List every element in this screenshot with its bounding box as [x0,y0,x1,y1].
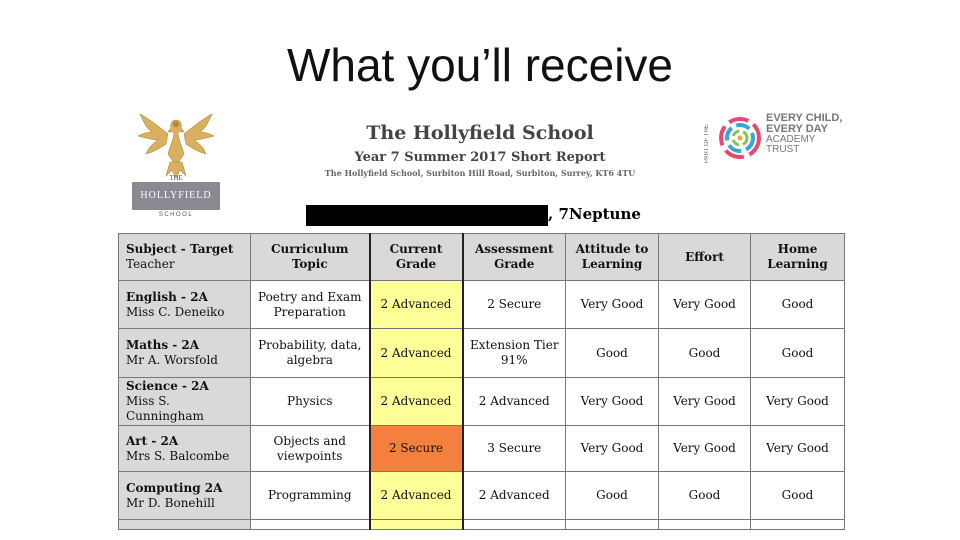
topic-cell: Objects and viewpoints [251,426,370,472]
home-learning-cell: Good [751,472,845,520]
trust-logo [704,110,854,170]
subject-cell [119,281,251,329]
header-assessment-grade: Assessment Grade [463,234,566,281]
attitude-cell [566,520,659,530]
trust-line1: EVERY CHILD, [766,112,843,124]
current-grade-cell: 2 Advanced [370,329,463,378]
subject-cell [119,472,251,520]
effort-cell: Very Good [659,378,751,426]
home-learning-cell: Very Good [751,426,845,472]
trust-line4: TRUST [766,144,800,155]
current-grade-cell-highlighted: 2 Secure [370,426,463,472]
attitude-cell: Very Good [566,378,659,426]
attitude-cell: Very Good [566,281,659,329]
assessment-grade-cell: Extension Tier 91% [463,329,566,378]
assessment-grade-cell: 2 Secure [463,281,566,329]
assessment-grade-cell [463,520,566,530]
subject-name: Maths - 2A [126,338,200,352]
trust-text [766,113,842,155]
header-home-learning: Home Learning [751,234,845,281]
header-current-grade: Current Grade [370,234,463,281]
header-subject [119,234,251,281]
subject-cell [119,378,251,426]
assessment-grade-cell: 2 Advanced [463,378,566,426]
trust-line2: EVERY DAY [766,123,828,135]
teacher-name: Miss S. Cunningham [126,394,204,423]
subject-cell [119,329,251,378]
crest-the-label: THE [169,174,183,182]
trust-part-of-label: PART OF THE [704,124,710,164]
slide-title: What you’ll receive [286,39,674,91]
header-attitude: Attitude to Learning [566,234,659,281]
current-grade-cell: 2 Advanced [370,472,463,520]
header-teacher-label: Teacher [126,257,175,271]
table-row [119,378,845,426]
table-row [119,281,845,329]
subject-name: Art - 2A [126,433,179,448]
subject-name: English - 2A [126,289,208,304]
home-learning-cell: Good [751,281,845,329]
header-subject-label: Subject - Target [126,242,234,256]
redacted-student-name [306,205,548,226]
crest-name: HOLLYFIELD [140,190,212,201]
topic-cell: Poetry and Exam Preparation [251,281,370,329]
home-learning-cell: Good [751,329,845,378]
subject-name: Science - 2A [126,379,209,393]
topic-cell [251,520,370,530]
effort-cell: Very Good [659,426,751,472]
phoenix-icon [130,110,222,180]
header-effort: Effort [659,234,751,281]
crest-banner [132,182,220,210]
topic-cell: Programming [251,472,370,520]
current-grade-cell: 2 Advanced [370,378,463,426]
student-class: , 7Neptune [548,205,641,223]
crest-school-label: SCHOOL [158,212,194,218]
teacher-name: Mrs S. Balcombe [126,448,230,463]
swirl-icon [718,116,762,160]
attitude-cell: Very Good [566,426,659,472]
table-row [119,426,845,472]
teacher-name: Mr A. Worsfold [126,353,218,367]
trust-line3: ACADEMY [766,134,816,145]
current-grade-cell: 2 Advanced [370,281,463,329]
topic-cell: Probability, data, algebra [251,329,370,378]
subject-name: Computing 2A [126,480,223,495]
effort-cell: Good [659,472,751,520]
topic-cell: Physics [251,378,370,426]
effort-cell [659,520,751,530]
attitude-cell: Good [566,329,659,378]
teacher-name: Miss C. Deneiko [126,304,225,319]
effort-cell: Very Good [659,281,751,329]
subject-cell [119,520,251,530]
effort-cell: Good [659,329,751,378]
school-crest-logo [130,110,222,218]
header-topic: Curriculum Topic [251,234,370,281]
table-row [119,329,845,378]
report-title: Year 7 Summer 2017 Short Report [354,150,606,165]
table-header-row [119,234,845,281]
table-row-partial [119,520,845,530]
school-address: The Hollyfield School, Surbiton Hill Road, Surbiton, Surrey, KT6 4TU [324,168,636,178]
attitude-cell: Good [566,472,659,520]
assessment-grade-cell: 3 Secure [463,426,566,472]
current-grade-cell [370,520,463,530]
table-row [119,472,845,520]
subject-cell [119,426,251,472]
report-table [118,233,845,530]
school-name: The Hollyfield School [366,122,594,144]
assessment-grade-cell: 2 Advanced [463,472,566,520]
home-learning-cell: Very Good [751,378,845,426]
home-learning-cell [751,520,845,530]
teacher-name: Mr D. Bonehill [126,495,215,510]
